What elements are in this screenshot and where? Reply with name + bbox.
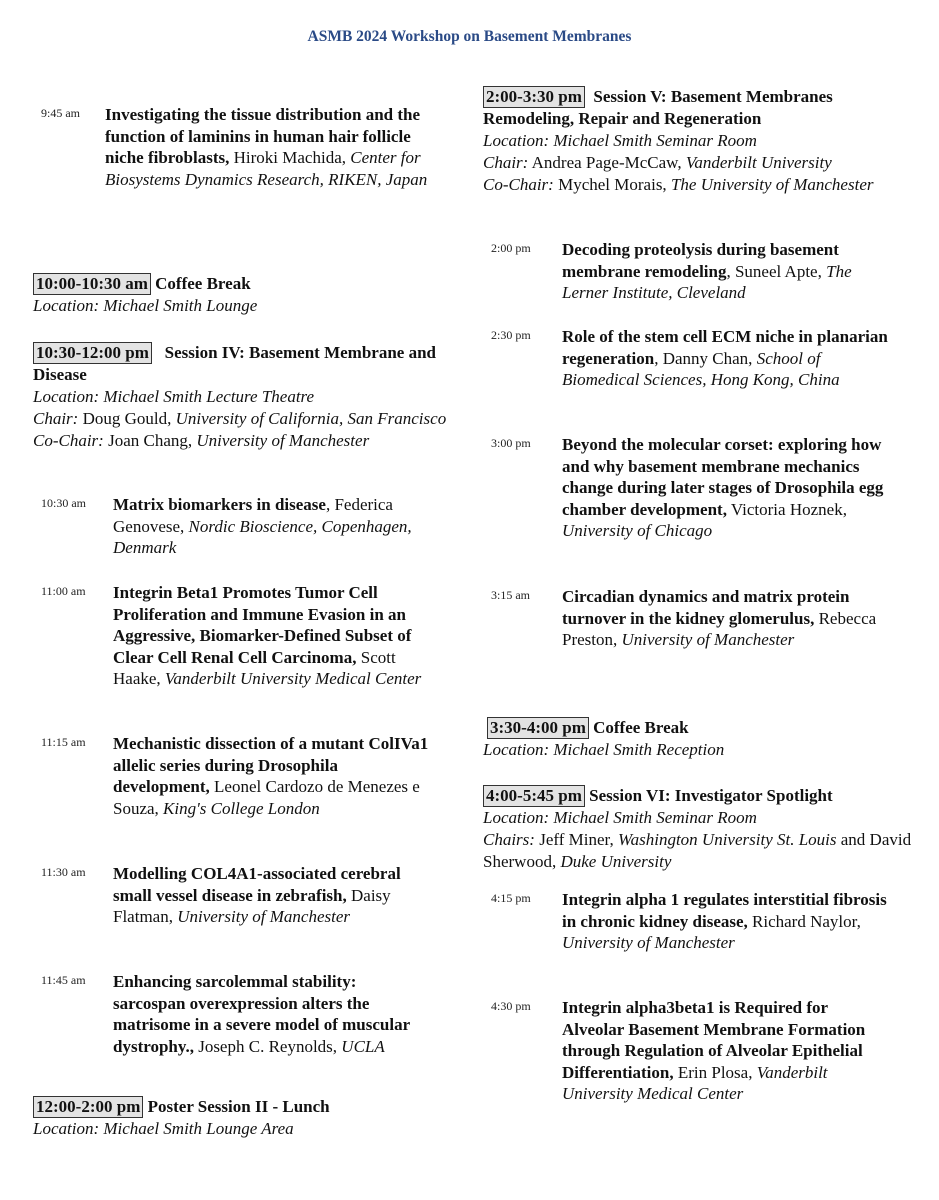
session-chair <box>483 152 913 174</box>
time-box: 10:30-12:00 pm <box>33 342 152 364</box>
chair-name: Jeff Miner, <box>534 830 619 849</box>
talk-text <box>113 971 433 1057</box>
talk-title: Circadian dynamics and matrix protein turnover in the kidney glomerulus, <box>562 587 850 628</box>
talk-speaker: Leonel Cardozo de Menezes e Souza, <box>113 777 420 818</box>
session-title: Session VI: Investigator Spotlight <box>584 786 833 805</box>
cochair-affiliation: The University of Manchester <box>670 175 874 194</box>
time-box: 10:00-10:30 am <box>33 273 151 295</box>
session-vi-header <box>483 785 913 873</box>
talk-time: 9:45 am <box>41 106 80 120</box>
talk-speaker: Daisy Flatman, <box>113 885 391 927</box>
session-location: Location: Michael Smith Lounge <box>33 296 258 315</box>
session-location: Location: Michael Smith Lecture Theatre <box>33 387 315 406</box>
session-location: Location: Michael Smith Reception <box>483 740 725 759</box>
talk-affiliation: University of Manchester <box>177 907 351 927</box>
talk-title: Investigating the tissue distribution and the function of laminins in human hair follicle niche fibroblasts, <box>105 105 421 168</box>
cochair-label: Co-Chair: <box>33 431 104 450</box>
talk-title: Beyond the molecular corset: exploring how and why basement membrane mechanics change during later stages of Drosophila egg chamber development, <box>562 435 884 519</box>
talk-time: 4:30 pm <box>491 999 531 1013</box>
lunch-session <box>33 1096 453 1140</box>
talk-speaker: , Suneel Apte, <box>726 261 827 281</box>
chair-name: Doug Gould, <box>78 409 176 428</box>
talk-affiliation: King's College London <box>163 798 320 818</box>
chair-label: Chair: <box>483 153 529 172</box>
talk-title: Matrix biomarkers in disease <box>113 495 326 514</box>
chair-affiliation: Duke University <box>560 852 672 871</box>
session-title: Poster Session II - Lunch <box>143 1097 330 1116</box>
talk-title: Mechanistic dissection of a mutant ColIVa1 allelic series during Drosophila development, <box>113 734 429 797</box>
talk-affiliation: Nordic Bioscience, Copenhagen, Denmark <box>113 516 412 558</box>
session-v-header <box>483 86 913 196</box>
session-title: Session V: Basement Membranes Remodeling, Repair and Regeneration <box>483 87 838 128</box>
cochair-label: Co-Chair: <box>483 175 554 194</box>
talk-speaker: Victoria Hoznek, <box>726 499 847 519</box>
talk-time: 11:00 am <box>41 584 86 598</box>
session-title: Session IV: Basement Membrane and Disease <box>33 343 441 384</box>
session-cochair <box>33 430 453 452</box>
time-box: 2:00-3:30 pm <box>483 86 585 108</box>
talk-text <box>113 494 433 559</box>
coffee-break-2 <box>483 717 913 761</box>
talk-text <box>113 733 433 819</box>
talk-title: Enhancing sarcolemmal stability: sarcospan overexpression alters the matrisome in a severe model of muscular dystrophy., <box>113 972 410 1056</box>
talk-speaker: Rebecca Preston, <box>562 608 877 650</box>
talk-time: 11:45 am <box>41 973 86 987</box>
talk-title: Integrin Beta1 Promotes Tumor Cell Proliferation and Immune Evasion in an Aggressive, Biomarker-Defined Subset of Clear Cell Renal Cell Carcinoma, <box>113 583 412 667</box>
talk-speaker: Erin Plosa, <box>673 1062 757 1082</box>
talk-time: 4:15 pm <box>491 891 531 905</box>
chairs-label: Chairs: <box>483 830 535 849</box>
talk-speaker: , Federica Genovese, <box>113 495 393 536</box>
talk-affiliation: University of Manchester <box>562 933 735 953</box>
session-iv-header <box>33 342 453 452</box>
talk-time: 2:00 pm <box>491 241 531 255</box>
talk-text <box>113 863 433 928</box>
time-box: 12:00-2:00 pm <box>33 1096 143 1118</box>
talk-speaker: Joseph C. Reynolds, <box>193 1036 342 1056</box>
talk-time: 11:15 am <box>41 735 86 749</box>
time-box: 4:00-5:45 pm <box>483 785 585 807</box>
talk-affiliation: School of Biomedical Sciences, Hong Kong, China <box>562 348 840 390</box>
talk-text <box>562 239 892 304</box>
session-cochair <box>483 174 913 196</box>
talk-text <box>113 582 433 690</box>
talk-affiliation: Center for Biosystems Dynamics Research, RIKEN, Japan <box>105 148 428 189</box>
talk-title: Decoding proteolysis during basement membrane remodeling <box>562 240 839 281</box>
talk-title: Integrin alpha3beta1 is Required for Alveolar Basement Membrane Formation through Regulation of Alveolar Epithelial Differentiation, <box>562 998 866 1082</box>
session-location: Location: Michael Smith Seminar Room <box>483 808 757 827</box>
talk-text <box>562 889 892 954</box>
talk-time: 10:30 am <box>41 496 86 510</box>
session-chairs <box>483 829 913 873</box>
session-location: Location: Michael Smith Seminar Room <box>483 131 757 150</box>
cochair-name: Mychel Morais, <box>553 175 671 194</box>
session-title: Coffee Break <box>150 274 251 293</box>
talk-title: Integrin alpha 1 regulates interstitial fibrosis in chronic kidney disease, <box>562 890 887 931</box>
page-title: ASMB 2024 Workshop on Basement Membranes <box>307 28 632 45</box>
time-box: 3:30-4:00 pm <box>487 717 589 739</box>
cochair-name: Joan Chang, <box>103 431 197 450</box>
talk-text <box>562 997 892 1105</box>
talk-affiliation: University of Manchester <box>621 630 795 650</box>
talk-affiliation: Vanderbilt University Medical Center <box>164 669 422 689</box>
talk-speaker: , Danny Chan, <box>654 348 757 368</box>
cochair-affiliation: University of Manchester <box>196 431 370 450</box>
chair-label: Chair: <box>33 409 79 428</box>
talk-speaker: Hiroki Machida, <box>229 148 351 168</box>
chair-name: Andrea Page-McCaw, <box>528 153 686 172</box>
talk-affiliation: UCLA <box>341 1036 385 1056</box>
talk-text <box>562 434 892 542</box>
talk-time: 3:00 pm <box>491 436 531 450</box>
session-location: Location: Michael Smith Lounge Area <box>33 1119 294 1138</box>
talk-time: 3:15 am <box>491 588 530 602</box>
talk-text <box>562 326 892 391</box>
talk-text <box>562 586 892 651</box>
chair-affiliation: Washington University St. Louis <box>618 830 837 849</box>
talk-affiliation: University of Chicago <box>562 521 713 541</box>
talk-affiliation: Vanderbilt University Medical Center <box>562 1062 828 1104</box>
chair-name: and David Sherwood, <box>483 830 912 871</box>
talk-text <box>105 104 435 190</box>
talk-affiliation: The Lerner Institute, Cleveland <box>562 261 852 303</box>
session-title: Coffee Break <box>588 718 689 737</box>
coffee-break-1 <box>33 273 453 317</box>
talk-speaker: Scott Haake, <box>113 647 396 689</box>
talk-title: Role of the stem cell ECM niche in planarian regeneration <box>562 327 888 368</box>
talk-title: Modelling COL4A1-associated cerebral small vessel disease in zebrafish, <box>113 864 401 905</box>
chair-affiliation: University of California, San Francisco <box>175 409 447 428</box>
session-chair <box>33 408 453 430</box>
talk-time: 2:30 pm <box>491 328 531 342</box>
chair-affiliation: Vanderbilt University <box>685 153 832 172</box>
talk-time: 11:30 am <box>41 865 86 879</box>
talk-speaker: Richard Naylor, <box>747 911 861 931</box>
